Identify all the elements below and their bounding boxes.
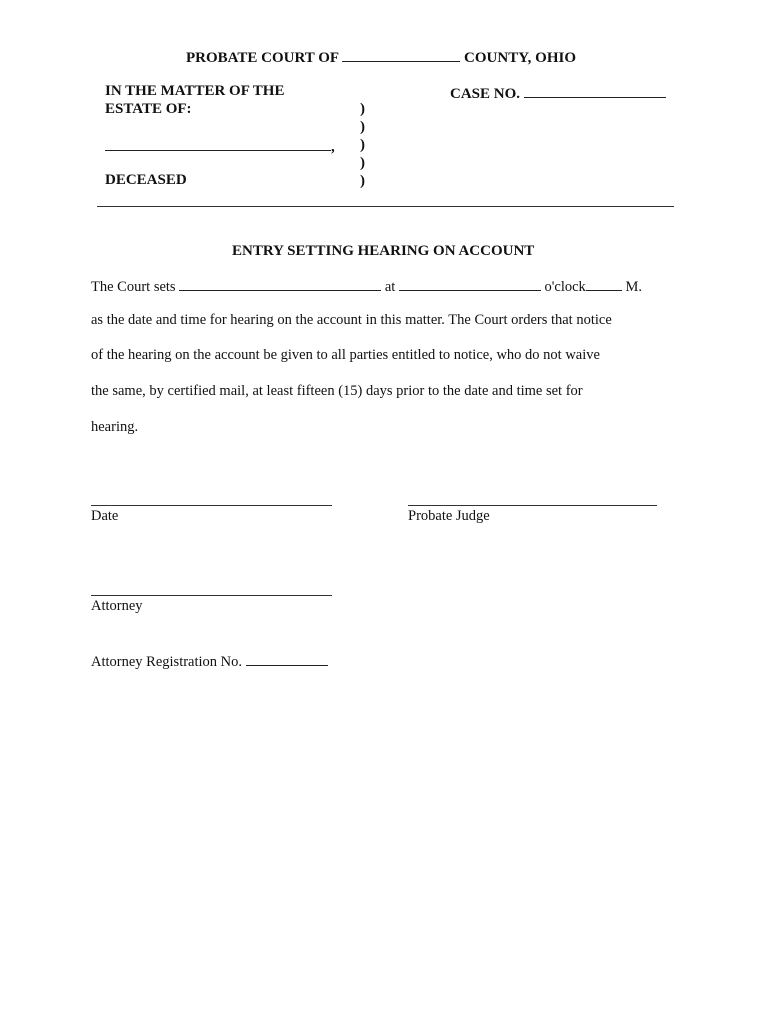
paren-3: ) bbox=[360, 137, 365, 153]
hearing-line-4: the same, by certified mail, at least fifteen (15) days prior to the date and time set for bbox=[91, 383, 583, 399]
paren-2: ) bbox=[360, 119, 365, 135]
probate-judge-label: Probate Judge bbox=[408, 508, 490, 524]
matter-line-2: ESTATE OF: bbox=[105, 101, 192, 117]
paren-4: ) bbox=[360, 155, 365, 171]
hearing-date-field[interactable] bbox=[179, 276, 381, 291]
hearing-line-3: of the hearing on the account be given to all parties entitled to notice, who do not waive bbox=[91, 347, 600, 363]
header-divider bbox=[97, 206, 674, 207]
case-no-label: CASE NO. bbox=[450, 86, 521, 102]
judge-signature-line[interactable] bbox=[408, 505, 657, 506]
paren-5: ) bbox=[360, 173, 365, 189]
attorney-label: Attorney bbox=[91, 598, 143, 614]
court-prefix: PROBATE COURT OF bbox=[186, 50, 339, 66]
date-label: Date bbox=[91, 508, 119, 524]
paren-1: ) bbox=[360, 101, 365, 117]
hearing-line-1 bbox=[91, 276, 642, 296]
court-sets-label: The Court sets bbox=[91, 279, 176, 295]
attorney-signature-line[interactable] bbox=[91, 595, 332, 596]
attorney-registration-field[interactable] bbox=[246, 651, 328, 666]
hearing-line-2: as the date and time for hearing on the account in this matter. The Court orders that notice bbox=[91, 312, 612, 328]
am-pm-field[interactable] bbox=[586, 276, 622, 291]
entry-title: ENTRY SETTING HEARING ON ACCOUNT bbox=[232, 243, 535, 259]
date-signature-line[interactable] bbox=[91, 505, 332, 506]
oclock-label: o'clock bbox=[544, 279, 586, 295]
court-title bbox=[186, 47, 576, 67]
attorney-registration-label: Attorney Registration No. bbox=[91, 654, 243, 670]
attorney-registration bbox=[91, 651, 328, 671]
m-label: M. bbox=[625, 279, 642, 295]
matter-line-1: IN THE MATTER OF THE bbox=[105, 83, 285, 99]
case-no-field[interactable] bbox=[524, 83, 666, 98]
case-number bbox=[450, 83, 666, 103]
estate-name-field[interactable] bbox=[105, 136, 331, 151]
county-field[interactable] bbox=[342, 47, 460, 62]
hearing-time-field[interactable] bbox=[399, 276, 541, 291]
at-label: at bbox=[384, 279, 396, 295]
estate-name-line bbox=[105, 136, 335, 156]
estate-name-comma: , bbox=[331, 139, 335, 155]
court-suffix: COUNTY, OHIO bbox=[464, 50, 577, 66]
deceased-label: DECEASED bbox=[105, 172, 187, 188]
hearing-line-5: hearing. bbox=[91, 419, 139, 435]
